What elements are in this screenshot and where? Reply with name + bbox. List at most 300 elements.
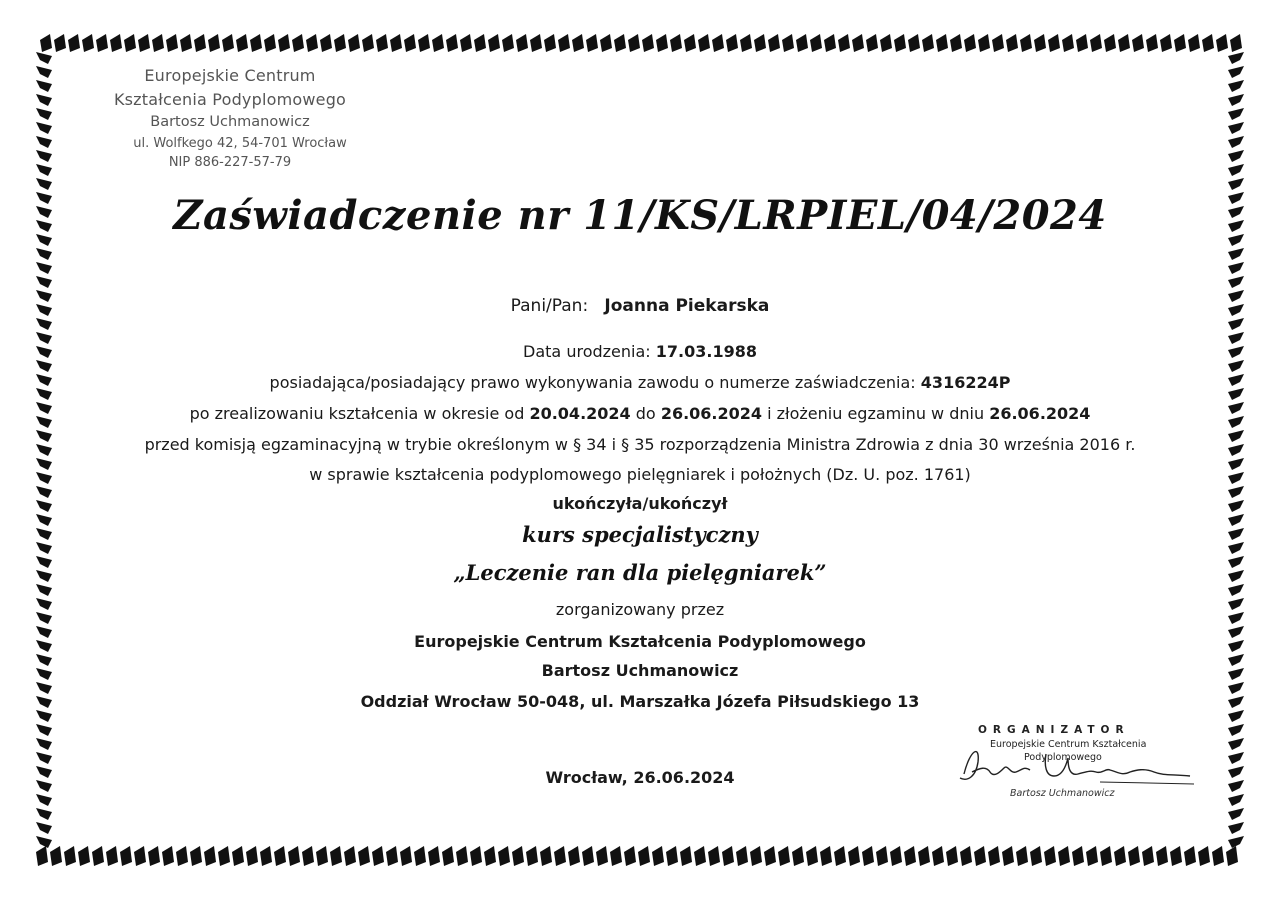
border-tooth — [348, 34, 360, 52]
border-tooth — [246, 846, 258, 866]
issuer-nip: NIP 886-227-57-79 — [168, 155, 292, 171]
birth-date: 17.03.1988 — [655, 342, 757, 361]
border-tooth — [642, 34, 654, 52]
organized-by: zorganizowany przez — [555, 600, 725, 619]
border-tooth — [1058, 846, 1070, 866]
border-tooth — [204, 846, 216, 866]
border-tooth — [1212, 846, 1224, 866]
issuer-person: Bartosz Uchmanowicz — [150, 114, 310, 130]
border-tooth — [1228, 640, 1244, 652]
border-tooth — [726, 34, 738, 52]
border-tooth — [876, 846, 888, 866]
border-tooth — [404, 34, 416, 52]
period-text2: do — [635, 404, 656, 423]
border-tooth — [638, 846, 650, 866]
border-tooth — [470, 846, 482, 866]
border-tooth — [306, 34, 318, 52]
border-tooth — [1198, 846, 1210, 866]
border-tooth — [1030, 846, 1042, 866]
border-tooth — [180, 34, 192, 52]
border-tooth — [680, 846, 692, 866]
border-tooth — [36, 304, 52, 316]
period-exam-date: 26.06.2024 — [989, 404, 1091, 423]
border-tooth — [36, 108, 52, 120]
border-tooth — [208, 34, 220, 52]
border-tooth — [120, 846, 132, 866]
border-tooth — [36, 472, 52, 484]
border-tooth — [134, 846, 146, 866]
border-tooth — [36, 654, 52, 666]
border-tooth — [960, 846, 972, 866]
border-tooth — [36, 584, 52, 596]
border-tooth — [722, 846, 734, 866]
border-tooth — [1034, 34, 1046, 52]
border-tooth — [1228, 808, 1244, 820]
border-tooth — [36, 598, 52, 610]
border-tooth — [544, 34, 556, 52]
border-tooth — [36, 346, 52, 358]
border-tooth — [1118, 34, 1130, 52]
place-date: Wrocław, 26.06.2024 — [545, 768, 735, 787]
border-tooth — [1228, 654, 1244, 666]
border-tooth — [288, 846, 300, 866]
border-tooth — [36, 612, 52, 624]
border-tooth — [344, 846, 356, 866]
course-type: kurs specjalistyczny — [522, 522, 758, 547]
border-tooth — [36, 150, 52, 162]
border-tooth — [1228, 290, 1244, 302]
border-tooth — [36, 682, 52, 694]
border-tooth — [1160, 34, 1172, 52]
border-tooth — [1228, 332, 1244, 344]
organizer-name-line — [60, 632, 1220, 651]
border-tooth — [222, 34, 234, 52]
course-name: „Leczenie ran dla pielęgniarek” — [453, 560, 827, 585]
border-tooth — [302, 846, 314, 866]
border-tooth — [512, 846, 524, 866]
border-tooth — [1132, 34, 1144, 52]
border-tooth — [1076, 34, 1088, 52]
border-tooth — [1228, 304, 1244, 316]
border-tooth — [1228, 178, 1244, 190]
border-tooth — [372, 846, 384, 866]
border-tooth — [694, 846, 706, 866]
border-tooth — [540, 846, 552, 866]
border-tooth — [1228, 52, 1244, 64]
certificate-title: Zaświadczenie nr 11/KS/LRPIEL/04/2024 — [173, 192, 1107, 239]
regulation-line1: przed komisją egzaminacyjną w trybie określonym w § 34 i § 35 rozporządzenia Ministra Zdrowia z dnia 30 września 2016 r. — [144, 435, 1136, 454]
border-tooth — [880, 34, 892, 52]
border-tooth — [176, 846, 188, 866]
border-tooth — [1228, 164, 1244, 176]
border-tooth — [1228, 360, 1244, 372]
border-tooth — [124, 34, 136, 52]
border-tooth — [36, 262, 52, 274]
border-tooth — [36, 136, 52, 148]
border-tooth — [36, 640, 52, 652]
border-tooth — [260, 846, 272, 866]
border-tooth — [866, 34, 878, 52]
border-tooth — [1048, 34, 1060, 52]
period-from: 20.04.2024 — [529, 404, 631, 423]
border-tooth — [558, 34, 570, 52]
border-tooth — [1216, 34, 1228, 52]
border-tooth — [358, 846, 370, 866]
border-tooth — [820, 846, 832, 866]
border-tooth — [278, 34, 290, 52]
border-tooth — [1062, 34, 1074, 52]
border-tooth — [656, 34, 668, 52]
border-tooth — [1020, 34, 1032, 52]
border-tooth — [36, 276, 52, 288]
border-tooth — [666, 846, 678, 866]
border-tooth — [474, 34, 486, 52]
border-tooth — [1228, 794, 1244, 806]
border-tooth — [96, 34, 108, 52]
border-tooth — [236, 34, 248, 52]
border-tooth — [36, 444, 52, 456]
license-text: posiadająca/posiadający prawo wykonywania zawodu o numerze zaświadczenia: — [269, 373, 916, 392]
border-tooth — [740, 34, 752, 52]
border-tooth — [36, 752, 52, 764]
border-tooth — [250, 34, 262, 52]
border-tooth — [894, 34, 906, 52]
border-tooth — [1086, 846, 1098, 866]
border-tooth — [1228, 346, 1244, 358]
border-tooth — [1146, 34, 1158, 52]
border-tooth — [1228, 738, 1244, 750]
border-tooth — [1002, 846, 1014, 866]
border-tooth — [834, 846, 846, 866]
border-tooth — [670, 34, 682, 52]
organizer-stamp — [950, 724, 1200, 804]
border-tooth — [138, 34, 150, 52]
border-tooth — [1104, 34, 1116, 52]
border-tooth — [442, 846, 454, 866]
border-tooth — [152, 34, 164, 52]
recipient-label: Pani/Pan: — [510, 296, 589, 316]
border-tooth — [750, 846, 762, 866]
border-tooth — [432, 34, 444, 52]
border-tooth — [390, 34, 402, 52]
border-tooth — [796, 34, 808, 52]
border-tooth — [568, 846, 580, 866]
border-tooth — [334, 34, 346, 52]
border-tooth — [1228, 500, 1244, 512]
border-tooth — [54, 34, 66, 52]
stamp-line1: Europejskie Centrum Kształcenia — [990, 739, 1147, 750]
border-tooth — [810, 34, 822, 52]
border-tooth — [754, 34, 766, 52]
border-tooth — [36, 416, 52, 428]
border-tooth — [890, 846, 902, 866]
border-tooth — [36, 178, 52, 190]
border-tooth — [330, 846, 342, 866]
border-tooth — [386, 846, 398, 866]
border-tooth — [36, 458, 52, 470]
border-tooth — [806, 846, 818, 866]
border-tooth — [36, 318, 52, 330]
recipient-name: Joanna Piekarska — [604, 296, 770, 316]
border-tooth — [36, 836, 52, 848]
recipient-line — [60, 296, 1220, 316]
border-tooth — [1226, 846, 1238, 866]
border-tooth — [1228, 724, 1244, 736]
border-tooth — [316, 846, 328, 866]
border-tooth — [36, 164, 52, 176]
border-tooth — [488, 34, 500, 52]
organizer-branch: Oddział Wrocław 50-048, ul. Marszałka Józefa Piłsudskiego 13 — [360, 692, 920, 711]
border-tooth — [1228, 822, 1244, 834]
stamp-header: ORGANIZATOR — [978, 724, 1130, 736]
border-tooth — [1228, 472, 1244, 484]
border-tooth — [148, 846, 160, 866]
border-tooth — [400, 846, 412, 866]
issuer-address: ul. Wolfkego 42, 54-701 Wrocław — [133, 135, 347, 151]
border-tooth — [1228, 710, 1244, 722]
border-tooth — [978, 34, 990, 52]
border-tooth — [922, 34, 934, 52]
border-tooth — [498, 846, 510, 866]
border-tooth — [824, 34, 836, 52]
border-tooth — [36, 486, 52, 498]
border-tooth — [92, 846, 104, 866]
stamp-signatory: Bartosz Uchmanowicz — [1010, 788, 1115, 799]
border-tooth — [1228, 584, 1244, 596]
border-tooth — [1228, 248, 1244, 260]
border-tooth — [36, 66, 52, 78]
border-tooth — [36, 402, 52, 414]
border-tooth — [40, 34, 52, 52]
border-tooth — [1228, 262, 1244, 274]
border-tooth — [918, 846, 930, 866]
border-tooth — [110, 34, 122, 52]
border-tooth — [1228, 752, 1244, 764]
border-tooth — [586, 34, 598, 52]
border-tooth — [652, 846, 664, 866]
border-tooth — [36, 710, 52, 722]
border-tooth — [1228, 136, 1244, 148]
border-tooth — [554, 846, 566, 866]
organizer-person-line — [60, 661, 1220, 680]
border-tooth — [764, 846, 776, 866]
border-tooth — [1228, 444, 1244, 456]
border-tooth — [1228, 276, 1244, 288]
border-tooth — [36, 846, 48, 866]
border-tooth — [624, 846, 636, 866]
border-tooth — [1228, 388, 1244, 400]
border-tooth — [572, 34, 584, 52]
border-tooth — [106, 846, 118, 866]
border-tooth — [36, 248, 52, 260]
border-tooth — [1228, 598, 1244, 610]
border-tooth — [292, 34, 304, 52]
border-tooth — [782, 34, 794, 52]
border-tooth — [768, 34, 780, 52]
border-tooth — [162, 846, 174, 866]
border-tooth — [1228, 122, 1244, 134]
border-tooth — [1044, 846, 1056, 866]
border-tooth — [82, 34, 94, 52]
border-tooth — [36, 52, 52, 64]
period-to: 26.06.2024 — [660, 404, 763, 423]
border-tooth — [698, 34, 710, 52]
issuer-block — [100, 64, 360, 173]
border-tooth — [1202, 34, 1214, 52]
border-tooth — [1228, 150, 1244, 162]
border-tooth — [428, 846, 440, 866]
border-tooth — [1230, 34, 1242, 52]
border-tooth — [36, 794, 52, 806]
border-tooth — [1188, 34, 1200, 52]
border-tooth — [1228, 318, 1244, 330]
border-tooth — [932, 846, 944, 866]
border-tooth — [36, 332, 52, 344]
border-tooth — [36, 808, 52, 820]
border-tooth — [792, 846, 804, 866]
border-tooth — [904, 846, 916, 866]
border-tooth — [36, 500, 52, 512]
border-tooth — [1228, 108, 1244, 120]
border-tooth — [36, 374, 52, 386]
border-tooth — [516, 34, 528, 52]
border-tooth — [684, 34, 696, 52]
border-tooth — [50, 846, 62, 866]
license-number: 4316224P — [920, 373, 1011, 392]
border-tooth — [232, 846, 244, 866]
border-tooth — [1114, 846, 1126, 866]
border-tooth — [1228, 430, 1244, 442]
border-tooth — [414, 846, 426, 866]
border-tooth — [36, 430, 52, 442]
issuer-name-line1: Europejskie Centrum — [144, 66, 316, 85]
border-tooth — [264, 34, 276, 52]
border-tooth — [582, 846, 594, 866]
border-tooth — [1100, 846, 1112, 866]
border-tooth — [36, 822, 52, 834]
border-tooth — [36, 94, 52, 106]
border-tooth — [460, 34, 472, 52]
border-tooth — [418, 34, 430, 52]
issuer-name-line2: Kształcenia Podyplomowego — [113, 90, 347, 109]
period-text3: i złożeniu egzaminu w dniu — [767, 404, 985, 423]
border-tooth — [1228, 668, 1244, 680]
border-tooth — [1228, 682, 1244, 694]
border-tooth — [1228, 402, 1244, 414]
border-tooth — [446, 34, 458, 52]
border-tooth — [1184, 846, 1196, 866]
border-tooth — [68, 34, 80, 52]
border-tooth — [1228, 612, 1244, 624]
border-tooth — [862, 846, 874, 866]
border-tooth — [456, 846, 468, 866]
border-tooth — [1156, 846, 1168, 866]
border-tooth — [964, 34, 976, 52]
border-tooth — [530, 34, 542, 52]
border-tooth — [36, 122, 52, 134]
completed-label: ukończyła/ukończył — [552, 494, 728, 513]
border-tooth — [1228, 486, 1244, 498]
border-tooth — [376, 34, 388, 52]
border-tooth — [1170, 846, 1182, 866]
border-tooth — [484, 846, 496, 866]
border-tooth — [166, 34, 178, 52]
border-tooth — [36, 738, 52, 750]
period-text1: po zrealizowaniu kształcenia w okresie od — [189, 404, 525, 423]
border-tooth — [190, 846, 202, 866]
border-tooth — [1228, 80, 1244, 92]
border-tooth — [1174, 34, 1186, 52]
border-tooth — [1142, 846, 1154, 866]
completed-text — [60, 494, 1220, 513]
border-tooth — [596, 846, 608, 866]
handwritten-signature — [950, 732, 1200, 792]
border-tooth — [1228, 374, 1244, 386]
organizer-branch-line — [60, 692, 1220, 711]
border-tooth — [320, 34, 332, 52]
border-tooth — [36, 668, 52, 680]
stamp-line2: Podyplomowego — [1024, 752, 1102, 763]
border-tooth — [992, 34, 1004, 52]
border-tooth — [36, 388, 52, 400]
border-tooth — [36, 80, 52, 92]
border-tooth — [852, 34, 864, 52]
border-tooth — [1228, 416, 1244, 428]
border-tooth — [502, 34, 514, 52]
license-line — [60, 373, 1220, 392]
border-tooth — [936, 34, 948, 52]
border-tooth — [36, 696, 52, 708]
border-tooth — [712, 34, 724, 52]
border-tooth — [36, 724, 52, 736]
border-tooth — [1006, 34, 1018, 52]
border-tooth — [64, 846, 76, 866]
border-tooth — [708, 846, 720, 866]
organizer-person: Bartosz Uchmanowicz — [541, 661, 739, 680]
border-tooth — [526, 846, 538, 866]
border-tooth — [36, 360, 52, 372]
border-tooth — [600, 34, 612, 52]
border-tooth — [36, 290, 52, 302]
regulation-line2: w sprawie kształcenia podyplomowego pielęgniarek i położnych (Dz. U. poz. 1761) — [309, 465, 971, 484]
border-tooth — [974, 846, 986, 866]
border-tooth — [362, 34, 374, 52]
border-tooth — [1228, 696, 1244, 708]
border-tooth — [950, 34, 962, 52]
border-tooth — [78, 846, 90, 866]
border-tooth — [36, 626, 52, 638]
border-tooth — [736, 846, 748, 866]
border-tooth — [848, 846, 860, 866]
border-tooth — [1228, 66, 1244, 78]
organizer-name: Europejskie Centrum Kształcenia Podyplomowego — [414, 632, 866, 651]
border-tooth — [988, 846, 1000, 866]
period-line — [60, 404, 1220, 423]
border-tooth — [1072, 846, 1084, 866]
border-tooth — [1228, 626, 1244, 638]
border-tooth — [218, 846, 230, 866]
border-tooth — [610, 846, 622, 866]
birth-line — [60, 342, 1220, 361]
border-tooth — [908, 34, 920, 52]
border-tooth — [1090, 34, 1102, 52]
border-tooth — [946, 846, 958, 866]
border-tooth — [838, 34, 850, 52]
border-tooth — [614, 34, 626, 52]
border-tooth — [628, 34, 640, 52]
border-tooth — [1016, 846, 1028, 866]
birth-label: Data urodzenia: — [523, 342, 651, 361]
